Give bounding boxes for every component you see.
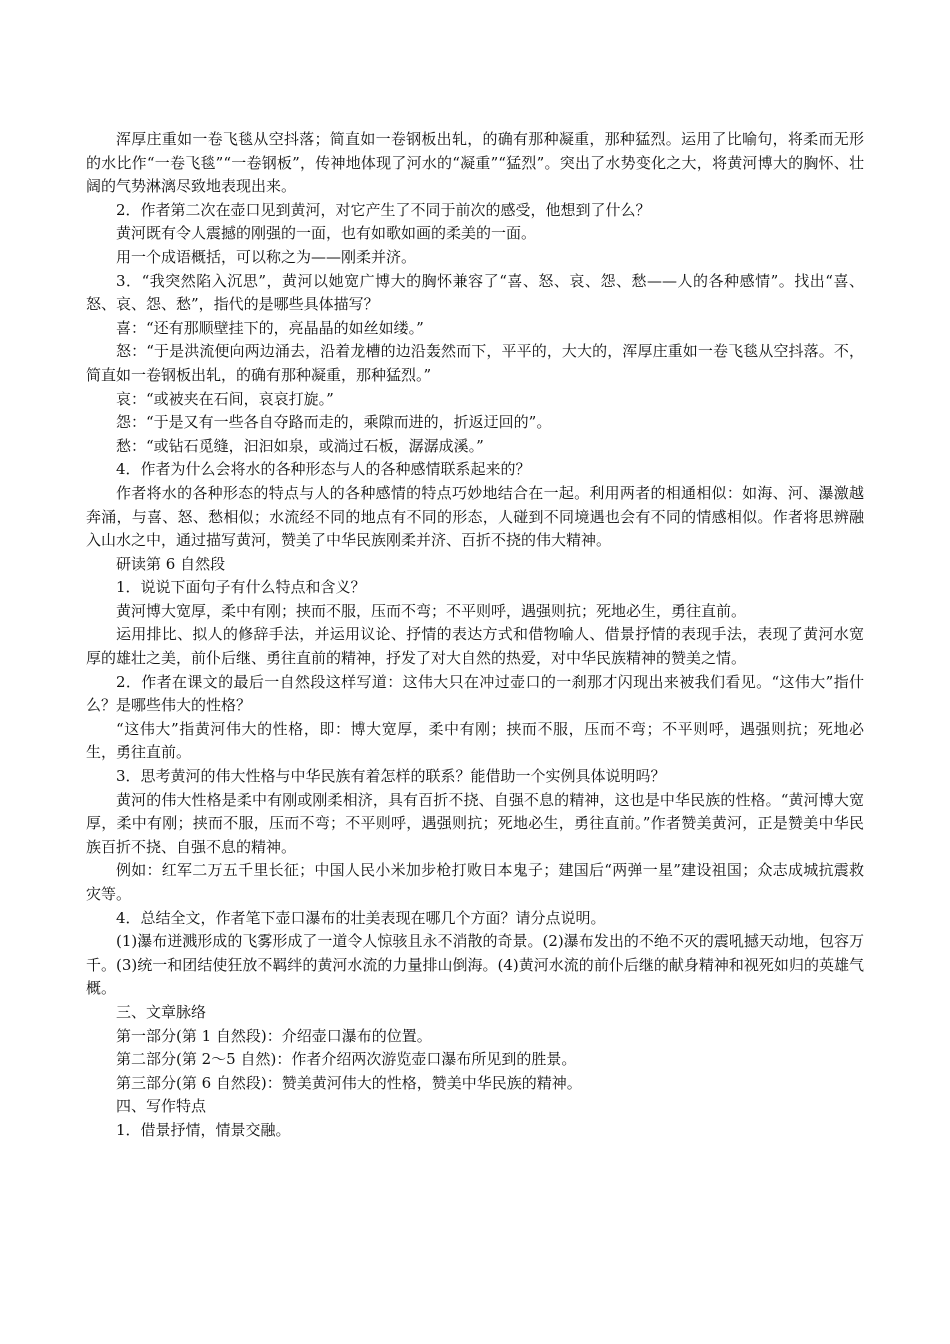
section-heading-writing-features: 四、写作特点 bbox=[116, 1097, 207, 1116]
section-heading-paragraph-6: 研读第 6 自然段 bbox=[116, 554, 226, 573]
answer-3-nation: 黄河的伟大性格是柔中有刚或刚柔相济，具有百折不挠、自强不息的精神，这也是中华民族的性格。“黄河博大宽厚，柔中有刚；挟而不服，压而不弯；不平则呼，遇强则抗；死地必生，勇往直前。”作者赞美黄河，正是赞美中华民族百折不挠、自强不息的精神。 bbox=[86, 790, 864, 856]
section-heading-structure: 三、文章脉络 bbox=[116, 1002, 207, 1021]
question-1-sentence-meaning: 1．说说下面句子有什么特点和含义？ bbox=[116, 578, 366, 597]
answer-2-line-1: 黄河既有令人震撼的刚强的一面，也有如歌如画的柔美的一面。 bbox=[116, 224, 537, 243]
question-3-emotions: 3．“我突然陷入沉思”，黄河以她宽广博大的胸怀兼容了“喜、怒、哀、怨、愁——人的各种感情”。找出“喜、怒、哀、怨、愁”，指代的是哪些具体描写？ bbox=[86, 271, 864, 314]
quoted-sentence: 黄河博大宽厚，柔中有刚；挟而不服，压而不弯；不平则呼，遇强则抗；死地必生，勇往直前。 bbox=[116, 601, 747, 620]
question-3-nation: 3．思考黄河的伟大性格与中华民族有着怎样的联系？能借助一个实例具体说明吗？ bbox=[116, 767, 666, 786]
document-body bbox=[86, 128, 864, 1143]
structure-part-3: 第三部分(第 6 自然段)：赞美黄河伟大的性格，赞美中华民族的精神。 bbox=[116, 1073, 582, 1092]
answer-3-joy: 喜：“还有那顺壁挂下的，亮晶晶的如丝如缕。” bbox=[116, 318, 424, 337]
answer-2-line-2: 用一个成语概括，可以称之为——刚柔并济。 bbox=[116, 247, 417, 266]
answer-3-resentment: 怨：“于是又有一些各自夺路而走的，乘隙而进的，折返迂回的”。 bbox=[116, 413, 552, 432]
question-2-second-visit: 2．作者第二次在壶口见到黄河，对它产生了不同于前次的感受，他想到了什么？ bbox=[116, 200, 651, 219]
structure-part-1: 第一部分(第 1 自然段)：介绍壶口瀑布的位置。 bbox=[116, 1026, 432, 1045]
answer-4-points: (1)瀑布迸溅形成的飞雾形成了一道令人惊骇且永不消散的奇景。(2)瀑布发出的不绝不灭的震吼撼天动地，包容万千。(3)统一和团结使狂放不羁绊的黄河水流的力量排山倒海。(4)黄河水流的前仆后继的献身精神和视死如归的英雄气概。 bbox=[86, 932, 864, 998]
question-4-connection: 4．作者为什么会将水的各种形态与人的各种感情联系起来的？ bbox=[116, 460, 531, 479]
structure-part-2: 第二部分(第 2～5 自然)：作者介绍两次游览壶口瀑布所见到的胜景。 bbox=[116, 1050, 577, 1069]
answer-1-rhetoric: 运用排比、拟人的修辞手法，并运用议论、抒情的表达方式和借物喻人、借景抒情的表现手法，表现了黄河水宽厚的雄壮之美，前仆后继、勇往直前的精神，抒发了对大自然的热爱，对中华民族精神的赞美之情。 bbox=[86, 625, 864, 668]
answer-3-examples: 例如：红军二万五千里长征；中国人民小米加步枪打败日本鬼子；建国后“两弹一星”建设祖国；众志成城抗震救灾等。 bbox=[86, 861, 864, 903]
question-2-greatness: 2．作者在课文的最后一自然段这样写道：这伟大只在冲过壶口的一刹那才闪现出来被我们看见。“这伟大”指什么？是哪些伟大的性格？ bbox=[86, 672, 864, 715]
question-4-summary: 4．总结全文，作者笔下壶口瀑布的壮美表现在哪几个方面？请分点说明。 bbox=[116, 908, 606, 927]
answer-3-worry: 愁：“或钻石觅缝，汩汩如泉，或淌过石板，潺潺成溪。” bbox=[116, 436, 484, 455]
writing-feature-1: 1．借景抒情，情景交融。 bbox=[116, 1120, 291, 1139]
paragraph-metaphor-analysis: 浑厚庄重如一卷飞毯从空抖落；简直如一卷钢板出轧，的确有那种凝重，那种猛烈。运用了比喻句，将柔而无形的水比作“一卷飞毯”“一卷钢板”，传神地体现了河水的“凝重”“猛烈”。突出了水势变化之大，将黄河博大的胸怀、壮阔的气势淋漓尽致地表现出来。 bbox=[86, 130, 864, 196]
answer-3-anger: 怒：“于是洪流便向两边涌去，沿着龙槽的边沿轰然而下，平平的，大大的，浑厚庄重如一卷飞毯从空抖落。不，简直如一卷钢板出轧，的确有那种凝重，那种猛烈。” bbox=[86, 342, 864, 384]
answer-2-greatness: “这伟大”指黄河伟大的性格，即：博大宽厚，柔中有刚；挟而不服，压而不弯；不平则呼，遇强则抗；死地必生，勇往直前。 bbox=[86, 719, 864, 762]
answer-3-sorrow: 哀：“或被夹在石间，哀哀打旋。” bbox=[116, 389, 334, 408]
answer-4: 作者将水的各种形态的特点与人的各种感情的特点巧妙地结合在一起。利用两者的相通相似：如海、河、瀑激越奔涌，与喜、怒、愁相似；水流经不同的地点有不同的形态，人碰到不同境遇也会有不同的情感相似。作者将思辨融入山水之中，通过描写黄河，赞美了中华民族刚柔并济、百折不挠的伟大精神。 bbox=[86, 483, 864, 550]
